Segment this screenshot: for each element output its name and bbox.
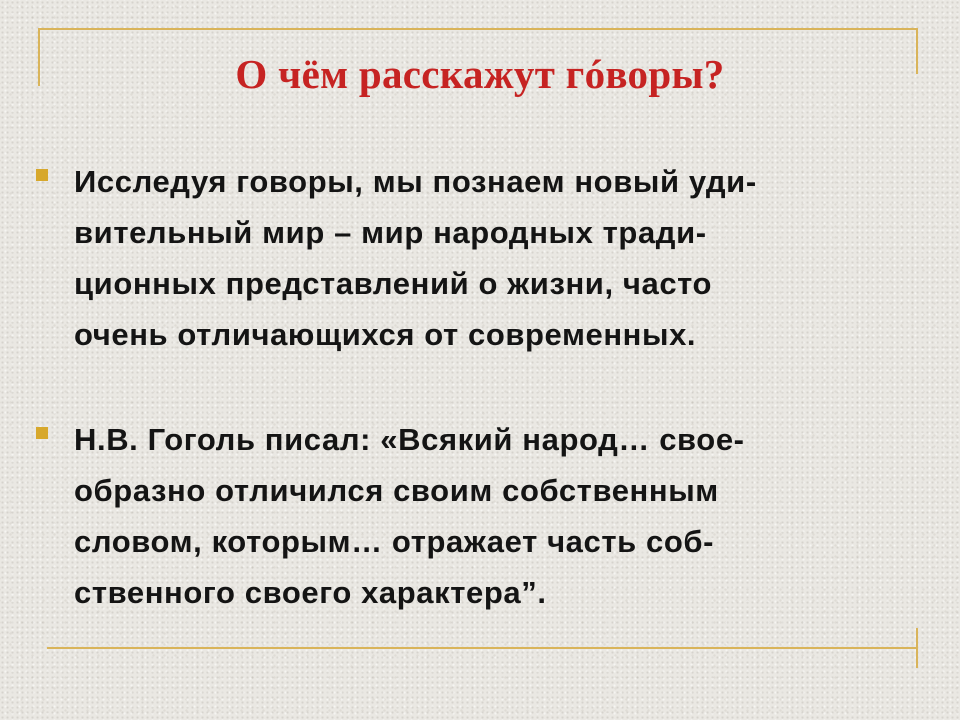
frame-bottom-line — [47, 647, 917, 649]
frame-right-line — [916, 28, 918, 74]
frame-left-line — [38, 28, 40, 86]
bullet-text: Н.В. Гоголь писал: «Всякий народ… свое- образно отличился своим собственным словом, которым… отражает часть соб- ственного своего характера”. — [74, 422, 745, 610]
slide-title: О чём расскажут гóворы? — [235, 51, 725, 97]
bullet-text: Исследуя говоры, мы познаем новый уди- вительный мир – мир народных тради- ционных представлений о жизни, часто очень отличающихся от современных. — [74, 164, 757, 352]
square-bullet-icon — [36, 427, 48, 439]
frame-top-line — [38, 28, 918, 30]
square-bullet-icon — [36, 169, 48, 181]
frame-bottom-right-line — [916, 628, 918, 668]
